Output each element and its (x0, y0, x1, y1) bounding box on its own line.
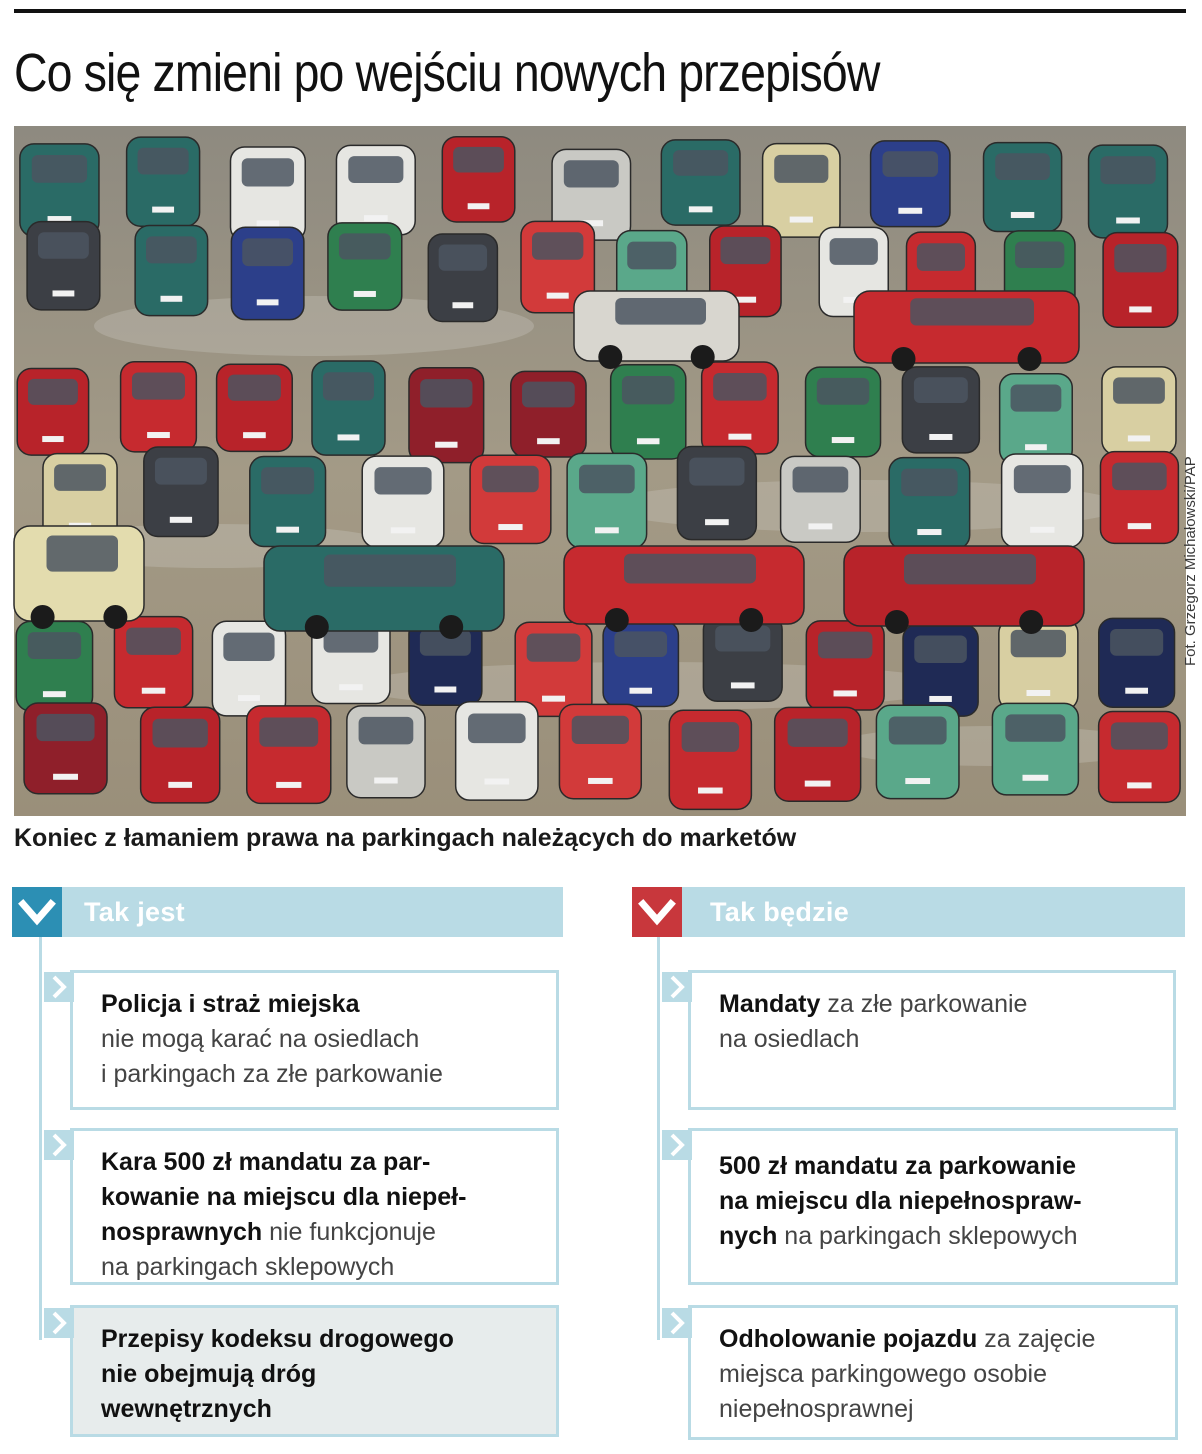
left-item-1-line-2: i parkingach za złe parkowanie (101, 1060, 443, 1088)
photo-car (456, 702, 538, 800)
photo-car (775, 707, 861, 801)
photo-car (442, 137, 514, 222)
right-item-3-line-1: miejsca parkingowego osobie (719, 1360, 1047, 1388)
right-item-2-bold-1: 500 zł mandatu za parkowanie (719, 1152, 1077, 1180)
photo-car (806, 367, 881, 457)
photo-car (702, 362, 779, 454)
photo-car (347, 706, 425, 798)
photo-car (984, 143, 1062, 232)
photo-car (312, 361, 385, 455)
left-item-1-bold: Policja i straż miejska (101, 990, 360, 1018)
right-column-header (632, 887, 1185, 937)
page-title: Co się zmieni po wejściu nowych przepisów (14, 43, 880, 103)
right-item-1-line-1: na osiedlach (719, 1025, 860, 1053)
left-item-1-line-1: nie mogą karać na osiedlach (101, 1025, 420, 1053)
left-connector-line (39, 937, 42, 1340)
photo-car (876, 705, 959, 798)
photo-car (328, 223, 402, 310)
left-item-2 (70, 1128, 559, 1285)
photo-car (1002, 454, 1083, 547)
left-item-2-inline: nie funkcjonuje (262, 1218, 436, 1246)
photo-car (250, 457, 326, 547)
photo-car (114, 617, 192, 708)
right-column-title: Tak będzie (710, 897, 850, 927)
photo-car (574, 291, 739, 369)
right-item-2 (688, 1128, 1178, 1285)
checkmark-icon (12, 887, 62, 937)
left-item-1 (70, 970, 559, 1110)
photo-car (903, 624, 978, 716)
left-item-2-bold-3: nosprawnych (101, 1218, 263, 1246)
right-item-2-bold-2: na miejscu dla niepełnospraw- (719, 1187, 1082, 1215)
photo-car (141, 707, 220, 803)
photo-car (1000, 374, 1073, 464)
chevron-right-icon (662, 972, 692, 1002)
photo-car (844, 546, 1084, 634)
photo-car (854, 291, 1079, 371)
photo-car (999, 619, 1078, 710)
left-item-3 (70, 1305, 559, 1437)
photo-car (217, 364, 293, 451)
photo-car (889, 458, 970, 550)
photo-car (1103, 233, 1178, 328)
checkmark-icon (632, 887, 682, 937)
photo-car (1102, 367, 1176, 455)
photo-car (127, 137, 200, 226)
right-connector-line (657, 937, 660, 1340)
photo-car (144, 447, 218, 536)
right-item-2-inline: na parkingach sklepowych (777, 1222, 1078, 1250)
parking-lot-illustration (14, 126, 1186, 816)
photo-car (511, 371, 586, 457)
photo-car (247, 706, 331, 804)
photo-car (1100, 452, 1178, 544)
photo-car (470, 455, 551, 543)
photo-car (871, 141, 950, 227)
chevron-right-icon (44, 972, 74, 1002)
right-item-3-inline: za zajęcie (977, 1325, 1096, 1353)
photo-caption: Koniec z łamaniem prawa na parkingach należących do marketów (14, 824, 797, 852)
left-item-2-bold-2: kowanie na miejscu dla niepeł- (101, 1183, 467, 1211)
photo-car (902, 367, 979, 453)
photo-car (24, 703, 107, 794)
photo-car (559, 704, 641, 798)
left-column-title: Tak jest (84, 897, 185, 927)
photo-car (409, 368, 484, 463)
right-item-3-bold: Odholowanie pojazdu (719, 1325, 978, 1353)
parking-lot-photo (14, 126, 1199, 816)
photo-car (14, 526, 144, 629)
right-item-2-bold-3: nych (719, 1222, 778, 1250)
photo-car (781, 456, 861, 542)
right-item-3-line-2: niepełnosprawnej (719, 1395, 914, 1423)
photo-car (669, 710, 751, 809)
photo-car (16, 621, 92, 710)
right-item-3 (688, 1305, 1178, 1440)
left-item-2-line-1: na parkingach sklepowych (101, 1253, 395, 1281)
photo-car (806, 621, 884, 710)
photo-car (1089, 145, 1168, 238)
photo-car (567, 453, 646, 548)
photo-car (428, 234, 497, 322)
photo-car (264, 546, 504, 639)
right-item-1 (688, 970, 1176, 1110)
left-column-header (12, 887, 563, 937)
photo-car (362, 456, 444, 547)
chevron-right-icon (44, 1130, 74, 1160)
photo-car (611, 365, 686, 459)
left-item-2-bold-1: Kara 500 zł mandatu za par- (101, 1148, 431, 1176)
photo-car (564, 546, 804, 632)
chevron-right-icon (662, 1130, 692, 1160)
photo-car (212, 621, 285, 716)
photo-car (603, 621, 678, 706)
photo-car (231, 227, 303, 319)
right-item-1-inline: za złe parkowanie (820, 990, 1028, 1018)
photo-car (1099, 712, 1180, 803)
right-item-1-bold: Mandaty (719, 990, 821, 1018)
left-item-3-bold-3: wewnętrznych (101, 1395, 272, 1423)
photo-car (17, 369, 88, 456)
chevron-right-icon (662, 1308, 692, 1338)
photo-car (661, 140, 740, 225)
photo-car (27, 222, 100, 310)
chevron-right-icon (44, 1308, 74, 1338)
photo-car (992, 703, 1078, 795)
photo-car (763, 144, 840, 237)
left-item-3-bold-1: Przepisy kodeksu drogowego (101, 1325, 454, 1353)
photo-car (1099, 618, 1175, 707)
photo-car (135, 226, 207, 316)
photo-car (677, 446, 756, 539)
top-rule (14, 9, 1186, 13)
left-item-3-bold-2: nie obejmują dróg (101, 1360, 317, 1388)
photo-car (121, 362, 197, 452)
photo-credit: Fot. Grzegorz Michałowski/PAP (1182, 456, 1199, 666)
photo-car (336, 145, 415, 234)
